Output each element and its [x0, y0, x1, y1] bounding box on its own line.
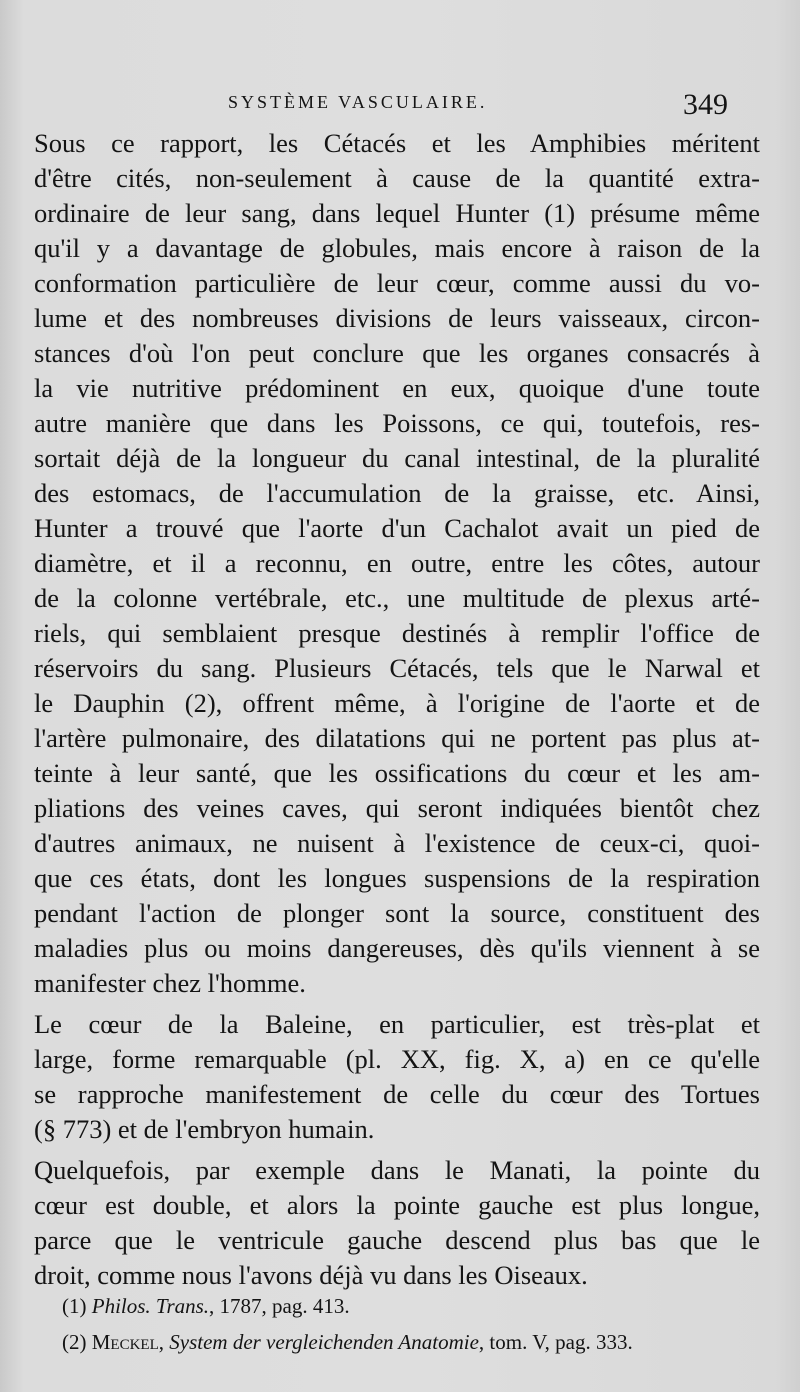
- footnote-mark: (1): [62, 1294, 87, 1318]
- text-line: pliations des veines caves, qui seront indiquées bientôt chez: [34, 793, 760, 823]
- text-line: Le cœur de la Baleine, en particulier, est très-plat et: [34, 1009, 760, 1039]
- text-line: ordinaire de leur sang, dans lequel Hunter (1) présume même: [34, 198, 760, 228]
- footnote-work: Philos. Trans.: [91, 1294, 210, 1318]
- footnotes: [62, 1288, 768, 1360]
- text-line: Sous ce rapport, les Cétacés et les Amphibies méritent: [34, 128, 760, 158]
- text-line: l'artère pulmonaire, des dilatations qui ne portent pas plus at-: [34, 723, 760, 753]
- text-line: la vie nutritive prédominent en eux, quoique d'une toute: [34, 373, 760, 403]
- text-line: riels, qui semblaient presque destinés à remplir l'office de: [34, 618, 760, 648]
- text-line: qu'il y a davantage de globules, mais encore à raison de la: [34, 233, 760, 263]
- text-line: le Dauphin (2), offrent même, à l'origine de l'aorte et de: [34, 688, 760, 718]
- text-line: parce que le ventricule gauche descend plus bas que le: [34, 1225, 760, 1255]
- running-title: SYSTÈME VASCULAIRE.: [228, 92, 488, 112]
- text-line: Quelquefois, par exemple dans le Manati, la pointe du: [34, 1155, 760, 1185]
- text-line: que ces états, dont les longues suspensions de la respiration: [34, 863, 760, 893]
- paragraph-3: [34, 1153, 760, 1293]
- text-line: lume et des nombreuses divisions de leurs vaisseaux, circon-: [34, 303, 760, 333]
- text-line: réservoirs du sang. Plusieurs Cétacés, tels que le Narwal et: [34, 653, 760, 683]
- running-head: [0, 88, 800, 128]
- text-line: (§ 773) et de l'embryon humain.: [34, 1114, 375, 1144]
- text-line: maladies plus ou moins dangereuses, dès qu'ils viennent à se: [34, 933, 760, 963]
- text-line: droit, comme nous l'avons déjà vu dans les Oiseaux.: [34, 1260, 588, 1290]
- text-line: cœur est double, et alors la pointe gauche est plus longue,: [34, 1190, 760, 1220]
- footnote-author: Meckel: [91, 1330, 159, 1354]
- text-line: large, forme remarquable (pl. XX, fig. X, a) en ce qu'elle: [34, 1044, 760, 1074]
- footnote-work: System der vergleichenden Anatomie: [169, 1330, 479, 1354]
- text-line: d'être cités, non-seulement à cause de la quantité extra-: [34, 163, 760, 193]
- text-line: stances d'où l'on peut conclure que les organes consacrés à: [34, 338, 760, 368]
- text-line: de la colonne vertébrale, etc., une multitude de plexus arté-: [34, 583, 760, 613]
- text-line: manifester chez l'homme.: [34, 968, 306, 998]
- text-line: diamètre, et il a reconnu, en outre, entre les côtes, autour: [34, 548, 760, 578]
- paragraph-1: [34, 126, 760, 1001]
- footnote-2: [62, 1324, 768, 1360]
- text-line: sortait déjà de la longueur du canal intestinal, de la pluralité: [34, 443, 760, 473]
- footnote-separator: ,: [158, 1330, 170, 1354]
- text-line: Hunter a trouvé que l'aorte d'un Cachalot avait un pied de: [34, 513, 760, 543]
- text-line: pendant l'action de plonger sont la source, constituent des: [34, 898, 760, 928]
- text-line: se rapproche manifestement de celle du cœur des Tortues: [34, 1079, 760, 1109]
- body-text: [34, 126, 760, 1299]
- text-line: teinte à leur santé, que les ossifications du cœur et les am-: [34, 758, 760, 788]
- footnote-mark: (2): [62, 1330, 87, 1354]
- text-line: autre manière que dans les Poissons, ce qui, toutefois, res-: [34, 408, 760, 438]
- footnote-1: [62, 1288, 768, 1324]
- paragraph-2: [34, 1007, 760, 1147]
- footnote-citation: , tom. V, pag. 333.: [478, 1330, 633, 1354]
- text-line: des estomacs, de l'accumulation de la graisse, etc. Ainsi,: [34, 478, 760, 508]
- text-line: d'autres animaux, ne nuisent à l'existence de ceux-ci, quoi-: [34, 828, 760, 858]
- page-number: 349: [683, 88, 728, 121]
- footnote-citation: , 1787, pag. 413.: [209, 1294, 350, 1318]
- text-line: conformation particulière de leur cœur, comme aussi du vo-: [34, 268, 760, 298]
